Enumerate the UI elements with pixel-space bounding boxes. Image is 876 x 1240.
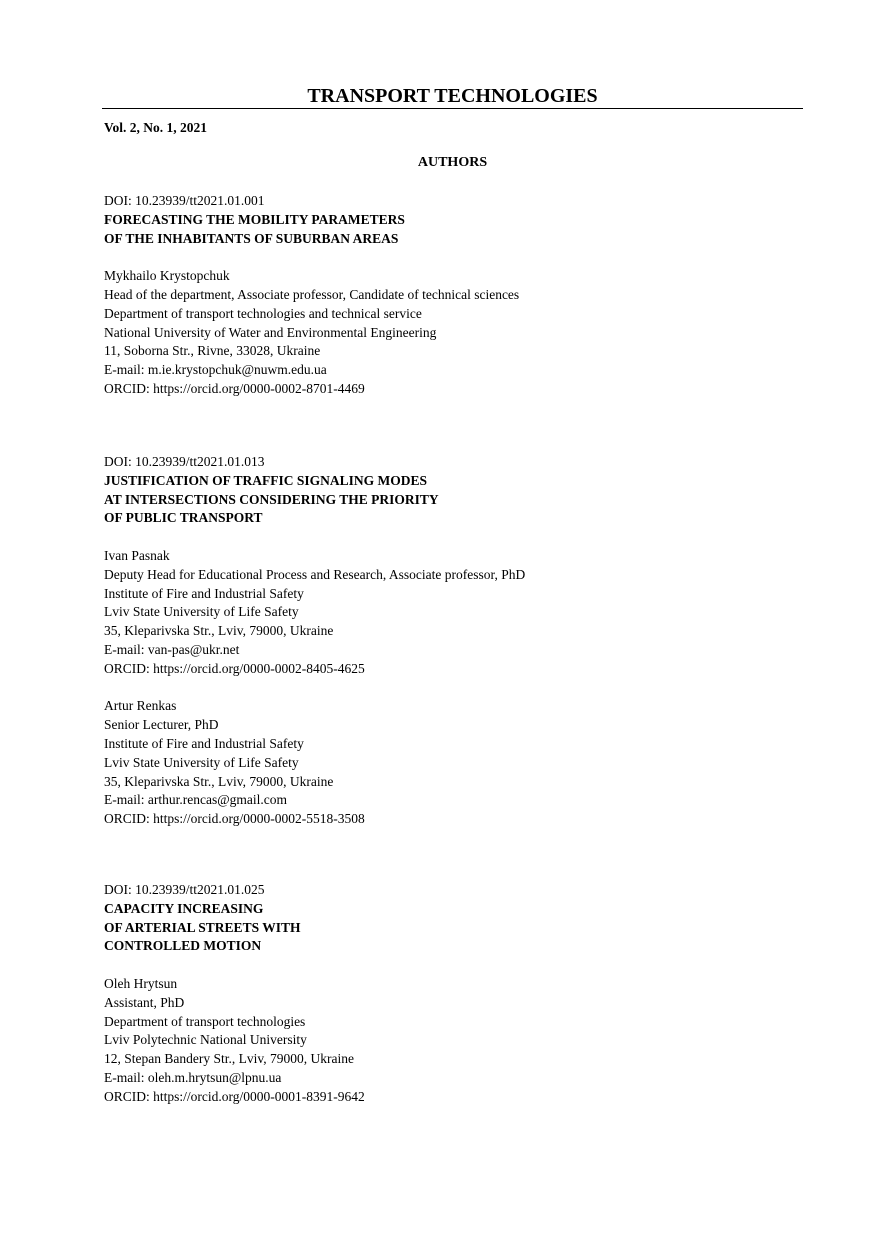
author-institution: Lviv State University of Life Safety: [104, 604, 299, 620]
author-orcid[interactable]: ORCID: https://orcid.org/0000-0001-8391-9642: [104, 1088, 365, 1104]
author-name: Oleh Hrytsun: [104, 975, 178, 991]
article-title-line: CONTROLLED MOTION: [104, 938, 262, 954]
article-title-line: OF THE INHABITANTS OF SUBURBAN AREAS: [104, 230, 399, 246]
author-institution: Lviv State University of Life Safety: [104, 754, 299, 770]
article-entry: [104, 192, 804, 399]
author-block: [104, 975, 804, 1107]
author-position: Head of the department, Associate professor, Candidate of technical sciences: [104, 286, 520, 302]
article-title-line: FORECASTING THE MOBILITY PARAMETERS: [104, 211, 405, 227]
author-department: Department of transport technologies and technical service: [104, 305, 422, 321]
article-doi: DOI: 10.23939/tt2021.01.001: [104, 193, 265, 208]
author-department: Institute of Fire and Industrial Safety: [104, 735, 304, 751]
author-email[interactable]: E-mail: arthur.rencas@gmail.com: [104, 792, 287, 808]
author-name: Artur Renkas: [104, 698, 177, 714]
article-entry: [104, 453, 804, 829]
volume-issue: Vol. 2, No. 1, 2021: [104, 120, 208, 135]
article-title-line: OF ARTERIAL STREETS WITH: [104, 919, 301, 935]
article-title-line: AT INTERSECTIONS CONSIDERING THE PRIORITY: [104, 491, 439, 507]
author-email[interactable]: E-mail: m.ie.krystopchuk@nuwm.edu.ua: [104, 362, 327, 378]
author-orcid[interactable]: ORCID: https://orcid.org/0000-0002-8405-4625: [104, 660, 365, 676]
author-position: Deputy Head for Educational Process and Research, Associate professor, PhD: [104, 566, 526, 582]
article-entry: [104, 881, 804, 1107]
author-institution: National University of Water and Environmental Engineering: [104, 324, 437, 340]
section-heading: AUTHORS: [417, 155, 488, 170]
author-email[interactable]: E-mail: oleh.m.hrytsun@lpnu.ua: [104, 1069, 282, 1085]
author-institution: Lviv Polytechnic National University: [104, 1032, 307, 1048]
author-orcid[interactable]: ORCID: https://orcid.org/0000-0002-5518-3508: [104, 811, 365, 827]
author-block: [104, 697, 804, 829]
author-address: 35, Kleparivska Str., Lviv, 79000, Ukraine: [104, 623, 334, 639]
article-title-line: OF PUBLIC TRANSPORT: [104, 510, 263, 526]
article-doi: DOI: 10.23939/tt2021.01.013: [104, 454, 265, 469]
author-department: Institute of Fire and Industrial Safety: [104, 585, 304, 601]
author-block: [104, 267, 804, 399]
journal-title: TRANSPORT TECHNOLOGIES: [307, 85, 598, 107]
author-block: [104, 547, 804, 679]
author-orcid[interactable]: ORCID: https://orcid.org/0000-0002-8701-4469: [104, 380, 365, 396]
author-address: 12, Stepan Bandery Str., Lviv, 79000, Ukraine: [104, 1051, 354, 1067]
title-divider: [102, 108, 803, 109]
article-title-line: JUSTIFICATION OF TRAFFIC SIGNALING MODES: [104, 472, 428, 488]
article-doi: DOI: 10.23939/tt2021.01.025: [104, 882, 265, 897]
article-title-line: CAPACITY INCREASING: [104, 900, 264, 916]
author-position: Assistant, PhD: [104, 994, 185, 1010]
author-position: Senior Lecturer, PhD: [104, 717, 219, 733]
author-name: Mykhailo Krystopchuk: [104, 268, 230, 284]
author-email[interactable]: E-mail: van-pas@ukr.net: [104, 641, 240, 657]
author-name: Ivan Pasnak: [104, 547, 170, 563]
author-address: 11, Soborna Str., Rivne, 33028, Ukraine: [104, 343, 321, 359]
author-address: 35, Kleparivska Str., Lviv, 79000, Ukraine: [104, 773, 334, 789]
author-department: Department of transport technologies: [104, 1013, 306, 1029]
